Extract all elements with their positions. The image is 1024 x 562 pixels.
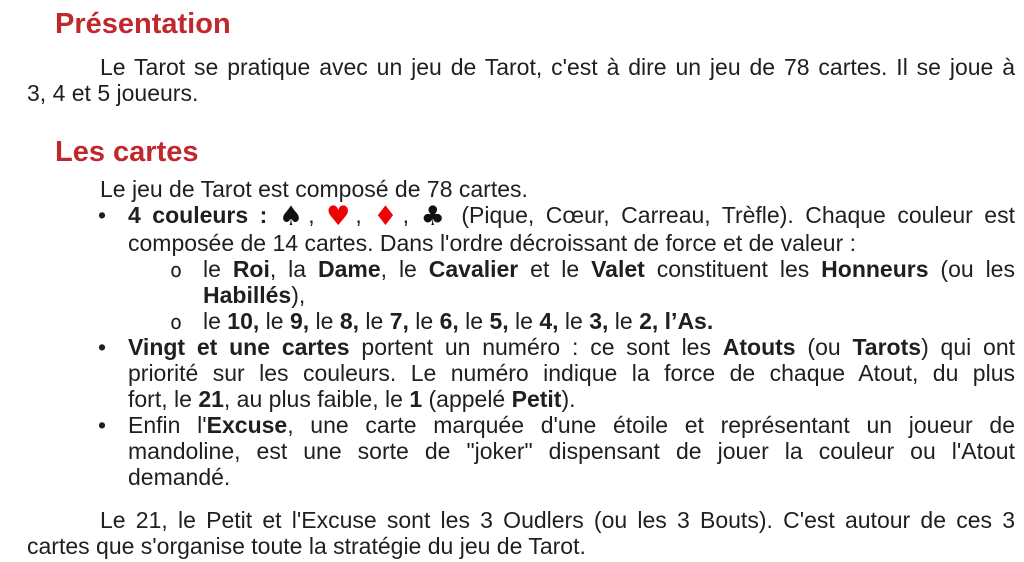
text-segment: demandé. bbox=[128, 464, 231, 490]
text-segment: le bbox=[359, 308, 390, 334]
text-segment: (Pique, Cœur, Carreau, Trèfle). Chaque couleur est bbox=[449, 202, 1015, 228]
heading-presentation: Présentation bbox=[55, 8, 231, 40]
text-line bbox=[128, 230, 1015, 256]
text-line bbox=[203, 308, 1015, 334]
text-segment: Le Tarot se pratique avec un jeu de Tarot, c'est à dire un jeu de 78 cartes. Il se joue à bbox=[100, 54, 1015, 80]
text-segment: , le bbox=[380, 256, 429, 282]
text-line bbox=[203, 256, 1015, 282]
text-segment: 1 bbox=[409, 386, 423, 412]
text-line bbox=[128, 360, 1015, 386]
text-segment: le bbox=[508, 308, 540, 334]
text-segment: le bbox=[558, 308, 590, 334]
text-line bbox=[128, 438, 1015, 464]
text-segment: le bbox=[608, 308, 640, 334]
text-segment: (ou bbox=[795, 334, 853, 360]
red-suit-symbol: ♥ bbox=[326, 201, 356, 232]
text-segment: 3, bbox=[589, 308, 609, 334]
black-suit-symbol: ♣ bbox=[420, 201, 450, 232]
text-segment: le bbox=[458, 308, 490, 334]
bullet-item-excuse bbox=[27, 412, 1015, 490]
text-segment: et le bbox=[518, 256, 592, 282]
text-line bbox=[128, 386, 1015, 412]
text-segment: priorité sur les couleurs. Le numéro indique la force de chaque Atout, du plus bbox=[128, 360, 1015, 386]
text-segment: Excuse bbox=[206, 412, 288, 438]
text-segment: Valet bbox=[591, 256, 645, 282]
text-segment: 21 bbox=[198, 386, 224, 412]
text-segment: portent un numéro : ce sont les bbox=[349, 334, 723, 360]
text-line bbox=[27, 507, 1015, 533]
text-segment: , bbox=[308, 202, 327, 228]
text-segment: 4 couleurs : bbox=[128, 202, 279, 228]
text-segment: 5, bbox=[489, 308, 509, 334]
text-segment: le bbox=[408, 308, 440, 334]
text-segment: 10, bbox=[227, 308, 260, 334]
text-segment: Roi bbox=[232, 256, 270, 282]
text-segment: le bbox=[309, 308, 340, 334]
text-segment: ), bbox=[291, 282, 306, 308]
text-segment: (ou les bbox=[928, 256, 1015, 282]
paragraph-oudlers bbox=[27, 507, 1015, 559]
bullet-item-atouts bbox=[27, 334, 1015, 412]
text-segment: fort, le bbox=[128, 386, 199, 412]
text-segment: , bbox=[402, 202, 421, 228]
text-segment: Enfin l' bbox=[128, 412, 207, 438]
text-line bbox=[128, 202, 1015, 230]
text-segment: (appelé bbox=[422, 386, 512, 412]
text-segment: Cavalier bbox=[428, 256, 519, 282]
text-line bbox=[27, 176, 1015, 202]
text-segment: le bbox=[259, 308, 290, 334]
text-line bbox=[203, 282, 1015, 308]
bullet-marker: • bbox=[98, 334, 107, 360]
black-suit-symbol: ♠ bbox=[278, 201, 309, 232]
text-segment: , au plus faible, le bbox=[223, 386, 410, 412]
text-segment: Habillés bbox=[203, 282, 292, 308]
bullet-marker: o bbox=[170, 258, 183, 282]
text-segment: , une carte marquée d'une étoile et représentant un joueur de bbox=[287, 412, 1015, 438]
text-segment: 9, bbox=[289, 308, 310, 334]
text-segment: Le jeu de Tarot est composé de 78 cartes. bbox=[100, 176, 528, 202]
text-segment: 4, bbox=[539, 308, 559, 334]
text-segment: , bbox=[355, 202, 374, 228]
text-segment: 8, bbox=[339, 308, 360, 334]
text-segment: Le 21, le Petit et l'Excuse sont les 3 Oudlers (ou les 3 Bouts). C'est autour de ces 3 bbox=[100, 507, 1015, 533]
heading-les-cartes: Les cartes bbox=[55, 136, 199, 168]
sub-bullet-item-valeurs bbox=[27, 308, 1015, 334]
text-segment: 2, l’As. bbox=[639, 308, 714, 334]
text-line bbox=[27, 533, 1015, 559]
text-segment: , la bbox=[269, 256, 318, 282]
text-segment: ). bbox=[561, 386, 576, 412]
text-segment: Tarots bbox=[852, 334, 922, 360]
paragraph-presentation bbox=[27, 54, 1015, 106]
text-segment: Honneurs bbox=[821, 256, 929, 282]
text-segment: le bbox=[203, 256, 233, 282]
text-line bbox=[128, 464, 1015, 490]
text-segment: Petit bbox=[511, 386, 562, 412]
text-segment: 3, 4 et 5 joueurs. bbox=[27, 80, 199, 106]
bullet-marker: • bbox=[98, 202, 107, 228]
text-segment: composée de 14 cartes. Dans l'ordre décroissant de force et de valeur : bbox=[128, 230, 857, 256]
bullet-item-couleurs bbox=[27, 202, 1015, 256]
text-line bbox=[128, 334, 1015, 360]
red-suit-symbol: ♦ bbox=[373, 201, 403, 232]
text-segment: Atouts bbox=[722, 334, 796, 360]
text-segment: cartes que s'organise toute la stratégie du jeu de Tarot. bbox=[27, 533, 586, 559]
text-segment: constituent les bbox=[644, 256, 822, 282]
text-line bbox=[128, 412, 1015, 438]
sub-bullet-item-honneurs bbox=[27, 256, 1015, 308]
text-segment: le bbox=[203, 308, 228, 334]
text-line bbox=[27, 54, 1015, 80]
text-line bbox=[27, 80, 1015, 106]
text-segment: ) qui ont bbox=[921, 334, 1015, 360]
bullet-marker: o bbox=[170, 310, 183, 334]
paragraph-jeu-de-tarot bbox=[27, 176, 1015, 202]
text-segment: 7, bbox=[389, 308, 409, 334]
text-segment: 6, bbox=[439, 308, 459, 334]
bullet-marker: • bbox=[98, 412, 107, 438]
text-segment: Dame bbox=[317, 256, 381, 282]
text-segment: mandoline, est une sorte de "joker" dispensant de jouer la couleur ou l'Atout bbox=[128, 438, 1015, 464]
text-segment: Vingt et une cartes bbox=[128, 334, 350, 360]
